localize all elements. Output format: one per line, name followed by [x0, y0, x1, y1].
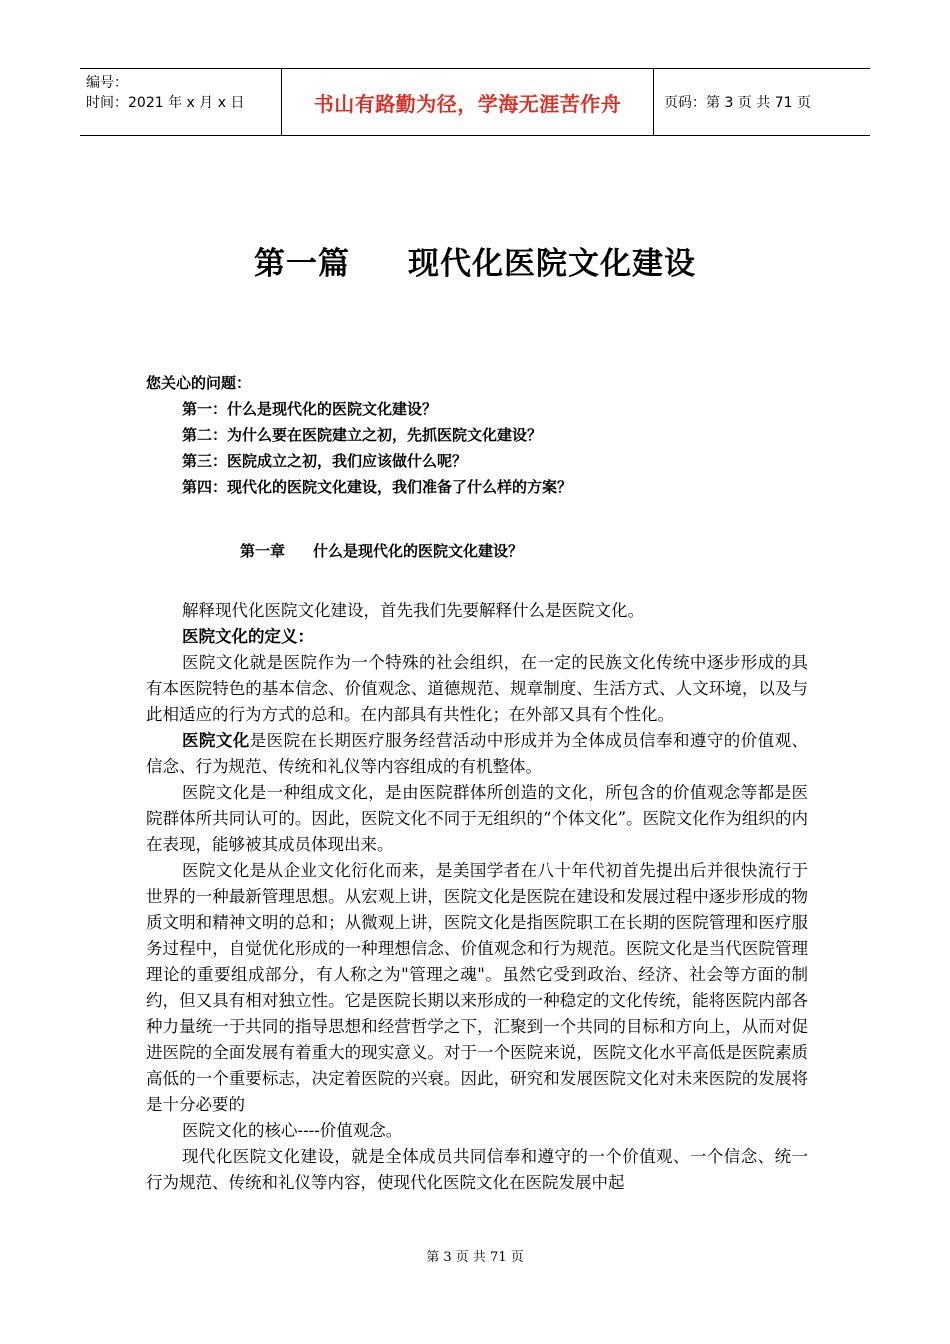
concern-item: 第一：什么是现代化的医院文化建设？: [182, 400, 438, 418]
concern-item: 第三：医院成立之初，我们应该做什么呢？: [182, 452, 468, 470]
part-title: [0, 238, 950, 283]
part-number: 第一篇: [254, 246, 350, 282]
page-footer: 第 3 页 共 71 页: [426, 1250, 524, 1265]
term-hospital-culture: 医院文化: [182, 731, 250, 750]
document-date: 时间：2021 年 x 月 x 日: [86, 95, 245, 111]
concern-item: 第四：现代化的医院文化建设，我们准备了什么样的方案？: [182, 478, 573, 496]
page-header: [80, 68, 870, 136]
concerns-section: [146, 370, 572, 500]
chapter-title: [240, 540, 523, 561]
paragraph-core: 医院文化的核心----价值观念。: [182, 1121, 403, 1140]
paragraph-intro: 解释现代化医院文化建设，首先我们先要解释什么是医院文化。: [182, 601, 644, 620]
chapter-heading: 什么是现代化的医院文化建设？: [313, 542, 524, 560]
header-left-cell: [80, 69, 282, 135]
part-heading: 现代化医院文化建设: [408, 246, 696, 282]
paragraph-modern: 现代化医院文化建设，就是全体成员共同信奉和遵守的一个价值观、一个信念、统一行为规范、传统和礼仪等内容，使现代化医院文化在医院发展中起: [146, 1147, 808, 1192]
chapter-number: 第一章: [240, 542, 286, 560]
header-page-code: 页码：第 3 页 共 71 页: [664, 95, 811, 111]
paragraph-definition: 医院文化就是医院作为一个特殊的社会组织，在一定的民族文化传统中逐步形成的具有本医院特色的基本信念、价值观念、道德规范、规章制度、生活方式、人文环境，以及与此相适应的行为方式的总和。在内部具有共性化；在外部又具有个性化。: [146, 653, 808, 724]
header-motto: 书山有路勤为径，学海无涯苦作舟: [282, 69, 654, 135]
paragraph-culture-term: [146, 728, 808, 780]
document-number-label: 编号：: [86, 75, 128, 91]
paragraph-group-culture: 医院文化是一种组成文化，是由医院群体所创造的文化，所包含的价值观念等都是医院群体所共同认可的。因此，医院文化不同于无组织的“个体文化”。医院文化作为组织的内在表现，能够被其成员体现出来。: [146, 783, 808, 854]
body-text: [146, 598, 808, 1196]
definition-heading: 医院文化的定义：: [182, 627, 314, 646]
concern-item: 第二：为什么要在医院建立之初，先抓医院文化建设？: [182, 426, 543, 444]
paragraph-origin: 医院文化是从企业文化衍化而来，是美国学者在八十年代初首先提出后并很快流行于世界的一种最新管理思想。从宏观上讲，医院文化是医院在建设和发展过程中逐步形成的物质文明和精神文明的总和；从微观上讲，医院文化是指医院职工在长期的医院管理和医疗服务过程中，自觉优化形成的一种理想信念、价值观念和行为规范。医院文化是当代医院管理理论的重要组成部分，有人称之为"管理之魂"。虽然它受到政治、经济、社会等方面的制约，但又具有相对独立性。它是医院长期以来形成的一种稳定的文化传统，能将医院内部各种力量统一于共同的指导思想和经营哲学之下，汇聚到一个共同的目标和方向上，从而对促进医院的全面发展有着重大的现实意义。对于一个医院来说，医院文化水平高低是医院素质高低的一个重要标志，决定着医院的兴衰。因此，研究和发展医院文化对未来医院的发展将是十分必要的: [146, 861, 808, 1114]
concerns-heading: 您关心的问题：: [146, 374, 252, 392]
term-definition: 是医院在长期医疗服务经营活动中形成并为全体成员信奉和遵守的价值观、信念、行为规范、传统和礼仪等内容组成的有机整体。: [146, 731, 809, 776]
